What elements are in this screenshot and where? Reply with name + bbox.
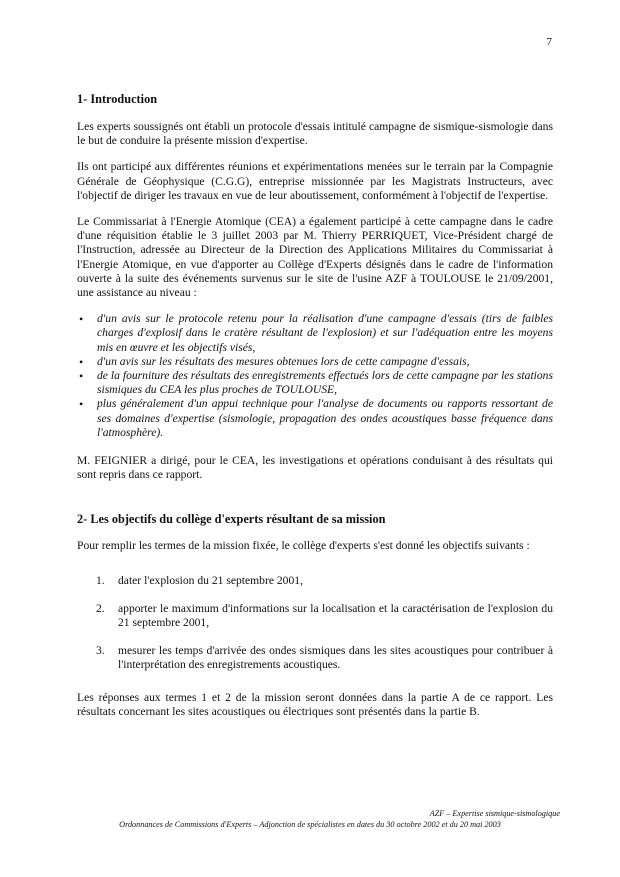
intro-paragraph-3: Le Commissariat à l'Energie Atomique (CEA) a également participé à cette campagne dans le cadre d'une réquisition établie le 3 juillet 2003 par M. Thierry PERRIQUET, Vice-Président chargé de l'Instruction, adressée au Directeur de la Direction des Applications Militaires du Commissariat à l'Energie Atomique, en vue d'apporter au Collège d'Experts désignés dans le cadre de l'information ouverte à la suite des événements survenus sur le site de l'usine AZF à TOULOUSE le 21/09/2001, une assistance au niveau : — [77, 215, 553, 300]
objectives-intro: Pour remplir les termes de la mission fixée, le collège d'experts s'est donné les objectifs suivants : — [77, 539, 530, 553]
bullet-icon: • — [79, 312, 84, 327]
list-item: 1. dater l'explosion du 21 septembre 2001, — [96, 573, 303, 587]
intro-paragraph-1: Les experts soussignés ont établi un protocole d'essais intitulé campagne de sismique-sismologie dans le but de conduire la présente mission d'expertise. — [77, 120, 553, 148]
intro-closing-paragraph: M. FEIGNIER a dirigé, pour le CEA, les investigations et opérations conduisant à des résultats qui sont repris dans ce rapport. — [77, 454, 553, 482]
list-item: • d'un avis sur le protocole retenu pour la réalisation d'une campagne d'essais (tirs de faibles charges d'explosif dans le cratère résultant de l'explosion) et sur l'adéquation entre les moyens mis en œuvre et les objectifs visés, — [79, 312, 553, 354]
bullet-icon: • — [79, 354, 84, 369]
document-body — [77, 92, 553, 731]
list-item: • plus généralement d'un appui technique pour l'analyse de documents ou rapports ressortant de ses domaines d'expertise (sismologie, propagation des ondes acoustiques basse fréquence dans l'atmosphère). — [79, 397, 553, 439]
section-1-title: 1- Introduction — [77, 92, 158, 106]
list-item: • de la fourniture des résultats des enregistrements effectués lors de cette campagne par les stations sismiques du CEA les plus proches de TOULOUSE, — [79, 369, 553, 397]
list-item: 2. apporter le maximum d'informations sur la localisation et la caractérisation de l'explosion du 21 septembre 2001, — [96, 601, 553, 630]
bullet-icon: • — [79, 369, 84, 384]
footer-title: AZF – Expertise sismique-sismologique — [429, 809, 560, 818]
page-footer — [60, 808, 560, 830]
section-2-title: 2- Les objectifs du collège d'experts résultant de sa mission — [77, 512, 386, 527]
list-item: • d'un avis sur les résultats des mesures obtenues lors de cette campagne d'essais, — [79, 354, 470, 369]
list-item: 3. mesurer les temps d'arrivée des ondes sismiques dans les sites acoustiques pour contribuer à l'interprétation des enregistrements acoustiques. — [96, 644, 553, 672]
objectives-closing: Les réponses aux termes 1 et 2 de la mission seront données dans la partie A de ce rapport. Les résultats concernant les sites acoustiques ou électriques sont présentés dans la partie B. — [77, 690, 553, 718]
objectives-list — [77, 574, 553, 673]
page-number: 7 — [546, 36, 552, 48]
intro-paragraph-2: Ils ont participé aux différentes réunions et expérimentations menées sur le terrain par la Compagnie Générale de Géophysique (C.G.G), entreprise missionnée par les Magistrats Instructeurs, avec l'objectif de diriger les travaux en vue de leur aboutissement, conformément à l'objectif de l'expertise. — [77, 160, 553, 202]
bullet-icon: • — [79, 397, 84, 412]
footer-reference: Ordonnances de Commissions d'Experts – Adjonction de spécialistes en dates du 30 octobre 2002 et du 20 mai 2003 — [119, 820, 501, 829]
assistance-list — [77, 312, 553, 440]
